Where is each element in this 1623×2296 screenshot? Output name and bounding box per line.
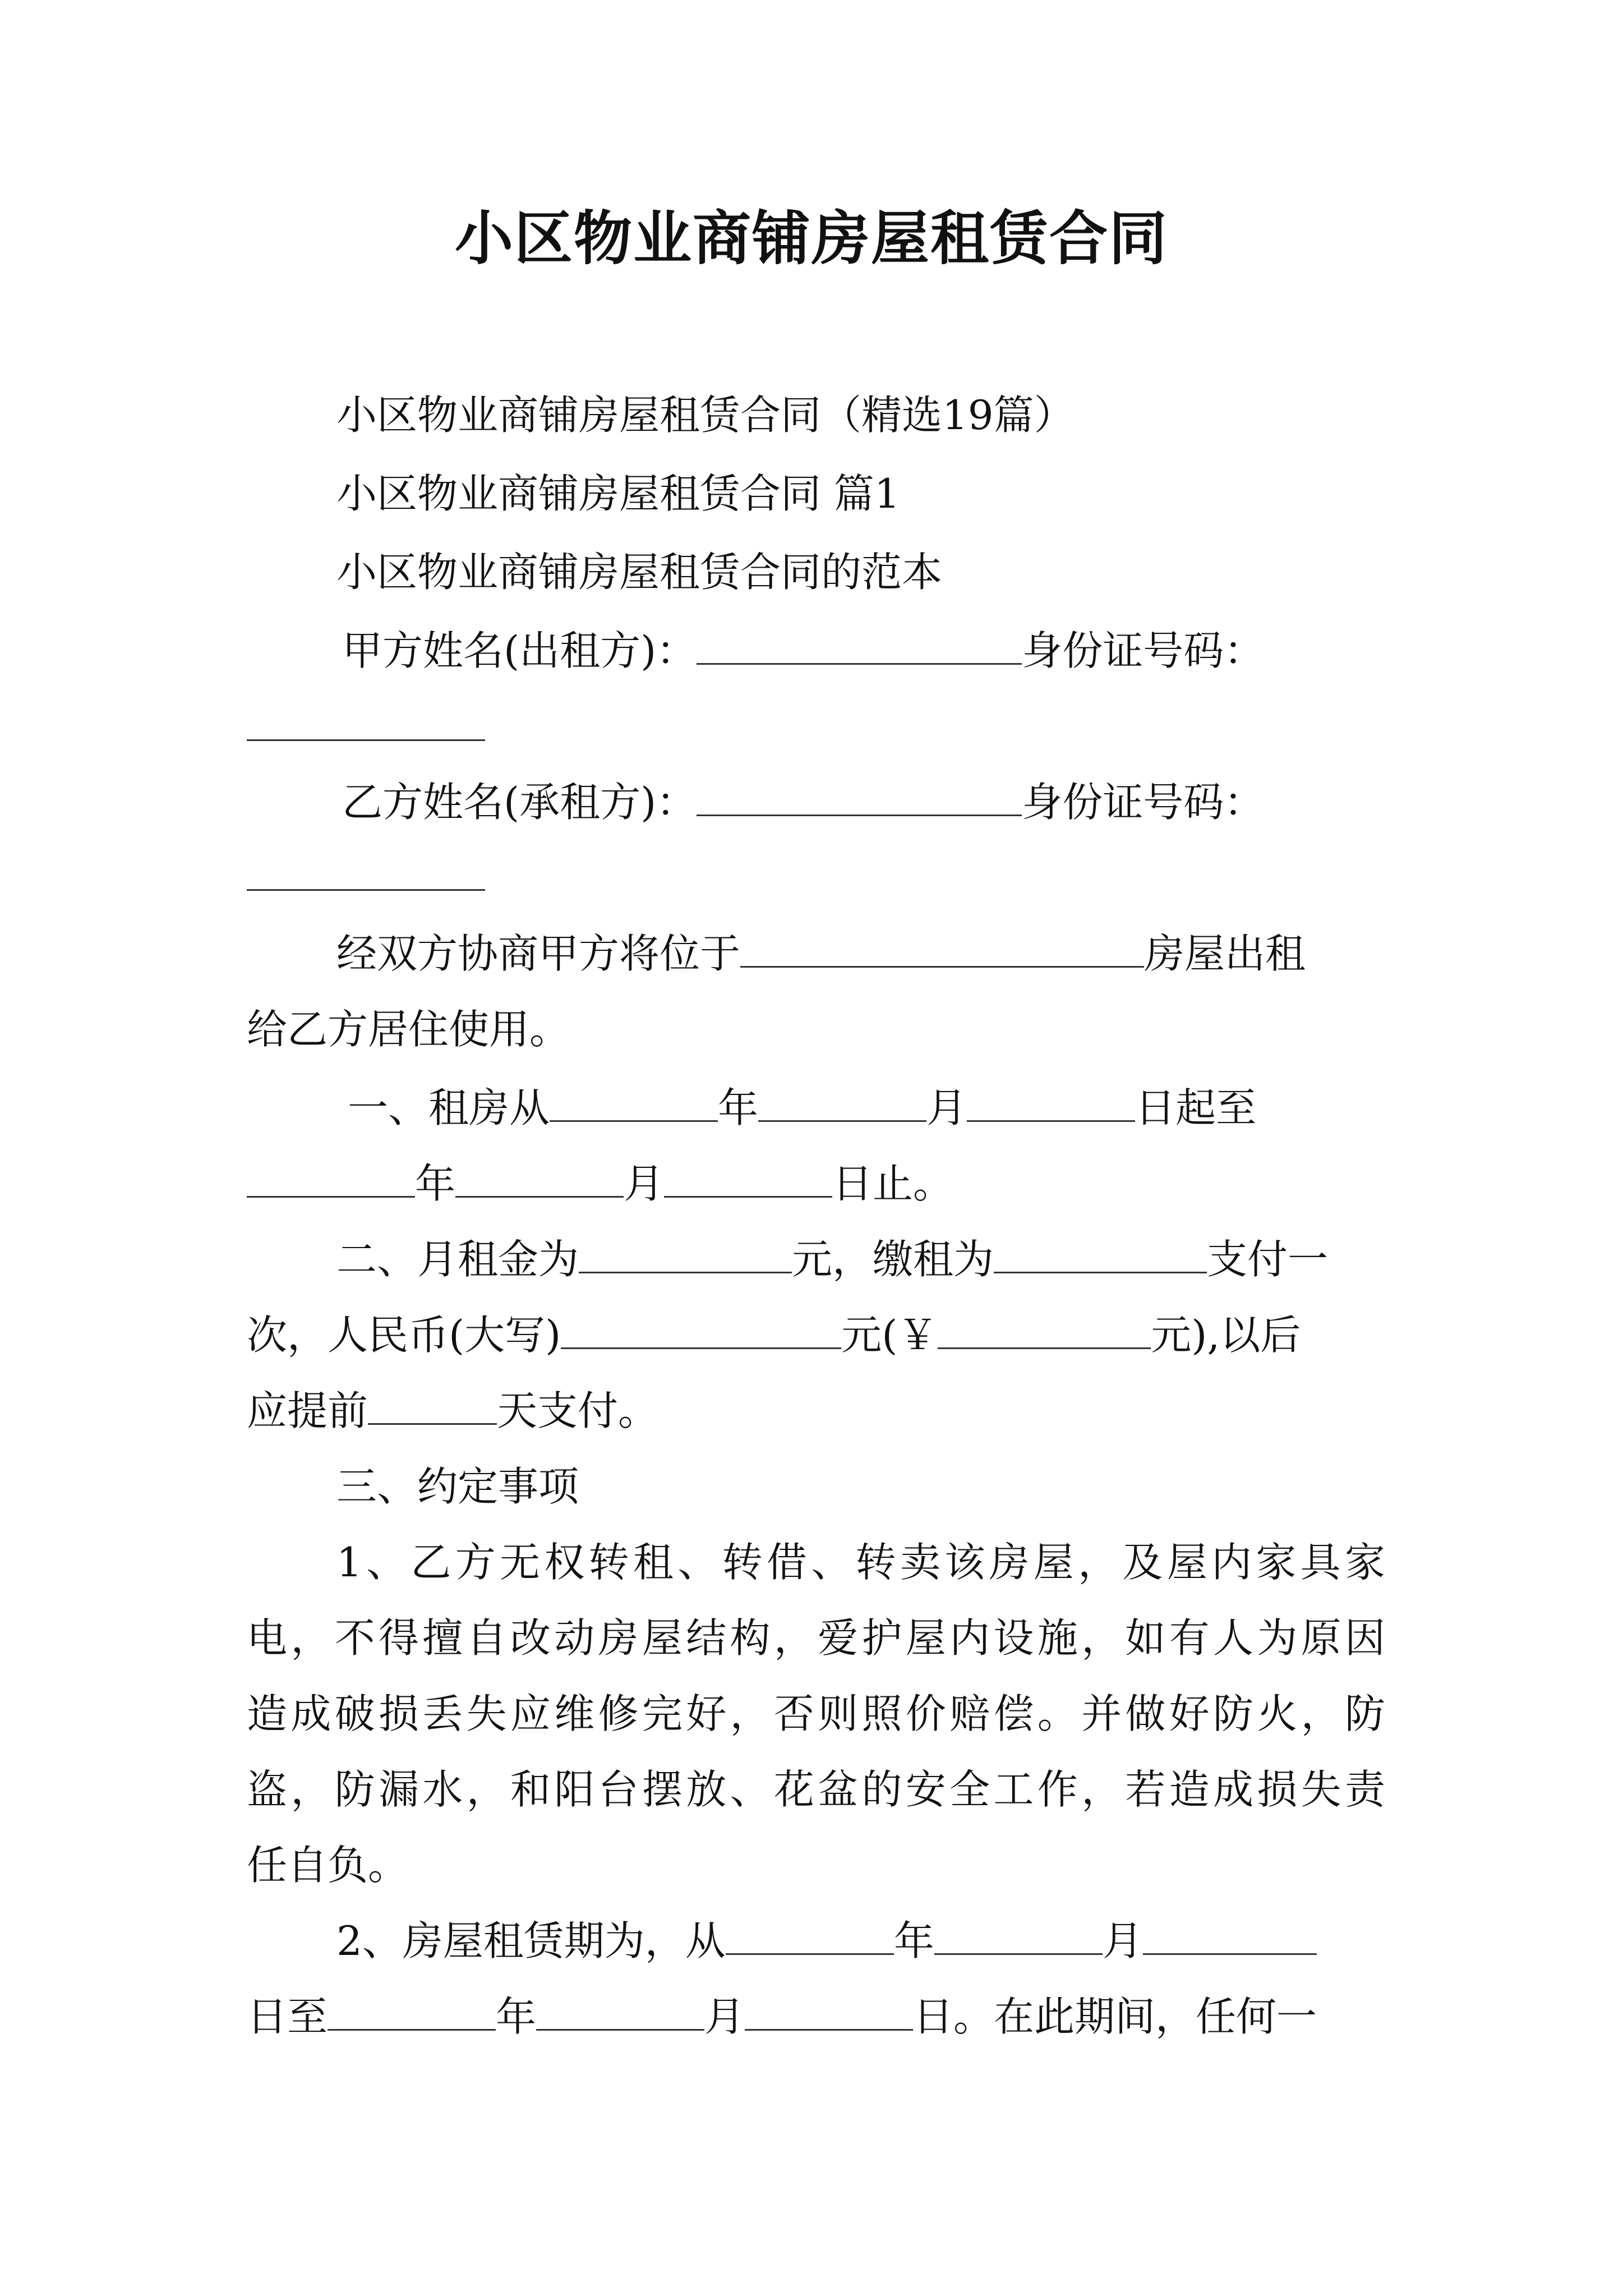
party-a-id-label: 身份证号码： [1022,627,1265,674]
rent-amount-words-blank[interactable] [561,1313,841,1349]
rent-line-3 [247,1383,1385,1439]
lease-start-month-blank[interactable] [934,1918,1103,1955]
party-a-id-blank[interactable] [247,739,485,741]
term-end-month-blank[interactable] [455,1161,624,1198]
term-line-1 [348,1080,1385,1136]
rent-text-d: 次，人民币(大写) [247,1312,561,1359]
house-location-text-a: 经双方协商甲方将位于 [336,930,741,977]
advance-days-blank[interactable] [368,1388,497,1425]
clause-1-line-2: 电，不得擅自改动房屋结构，爱护屋内设施，如有人为原因 [247,1614,1385,1662]
clause-2-text-a: 2、房屋租赁期为，从 [336,1917,726,1964]
party-b-name-blank[interactable] [697,780,1022,816]
monthly-rent-blank[interactable] [579,1237,792,1273]
lease-year-label: 年 [893,1917,934,1964]
term-year-label: 年 [718,1084,759,1131]
rent-text-e: 元(￥ [841,1312,938,1359]
party-b-label: 乙方姓名(承租方)： [342,779,697,826]
term-end-year-blank[interactable] [247,1161,415,1198]
term-start-day-blank[interactable] [967,1085,1135,1122]
clause-2-line-1 [336,1913,1385,1969]
lease-start-day-blank[interactable] [1143,1918,1317,1955]
rent-text-h: 天支付。 [497,1387,659,1434]
party-b-line [342,774,1385,830]
section-3-heading: 三、约定事项 [336,1463,579,1510]
clause-1-line-1: 1、乙方无权转租、转借、转卖该房屋，及屋内家具家 [336,1539,1385,1586]
term-day-from-label: 日起至 [1135,1084,1257,1131]
rent-text-f: 元),以后 [1151,1312,1301,1359]
party-a-name-blank[interactable] [697,628,1022,665]
party-a-label: 甲方姓名(出租方)： [342,627,697,674]
house-location-blank[interactable] [740,931,1144,968]
clause-1-line-3: 造成破损丢失应维修完好，否则照价赔偿。并做好防火，防 [247,1690,1385,1737]
term-end-year-label: 年 [415,1160,456,1207]
term-line-2 [247,1156,1385,1212]
party-a-line [342,623,1385,679]
lease-day-to-label: 日至 [247,1993,328,2040]
subtitle-part-1: 小区物业商铺房屋租赁合同 篇1 [336,470,900,517]
subtitle-template: 小区物业商铺房屋租赁合同的范本 [336,549,943,596]
subtitle-selected-19: 小区物业商铺房屋租赁合同（精选19篇） [336,392,1075,439]
term-end-month-label: 月 [624,1160,665,1207]
rent-line-1 [336,1231,1385,1287]
party-b-id-blank[interactable] [247,889,485,891]
lease-month-label: 月 [1102,1917,1143,1964]
clause-2-line-2 [247,1989,1385,2045]
payment-period-blank[interactable] [994,1237,1207,1273]
term-day-end-label: 日止。 [832,1160,954,1207]
term-text-a: 一、租房从 [348,1084,550,1131]
house-location-text-b: 房屋出租 [1144,930,1306,977]
term-end-day-blank[interactable] [664,1161,832,1198]
rent-text-b: 元，缴租为 [792,1236,994,1283]
clause-2-text-end: 日。在此期间，任何一 [913,1993,1317,2040]
clause-1-line-4: 盗，防漏水，和阳台摆放、花盆的安全工作，若造成损失责 [247,1766,1385,1813]
lease-end-month-blank[interactable] [536,1994,704,2031]
term-start-year-blank[interactable] [550,1085,718,1122]
clause-1-line-5: 任自负。 [247,1842,409,1889]
rent-line-2 [247,1307,1385,1363]
house-location-line [336,926,1385,982]
house-location-text-c: 给乙方居住使用。 [247,1006,570,1053]
lease-end-year-blank[interactable] [328,1994,496,2031]
rent-text-g: 应提前 [247,1387,368,1434]
page-title: 小区物业商铺房屋租赁合同 [454,204,1168,273]
rent-text-a: 二、月租金为 [336,1236,579,1283]
term-month-label: 月 [926,1084,967,1131]
rent-amount-number-blank[interactable] [938,1313,1151,1349]
party-b-id-label: 身份证号码： [1022,779,1265,826]
term-start-month-blank[interactable] [758,1085,926,1122]
rent-text-c: 支付一 [1207,1236,1329,1283]
lease-start-year-blank[interactable] [726,1918,894,1955]
lease-end-day-blank[interactable] [745,1994,913,2031]
lease-end-year-label: 年 [496,1993,537,2040]
lease-end-month-label: 月 [704,1993,745,2040]
